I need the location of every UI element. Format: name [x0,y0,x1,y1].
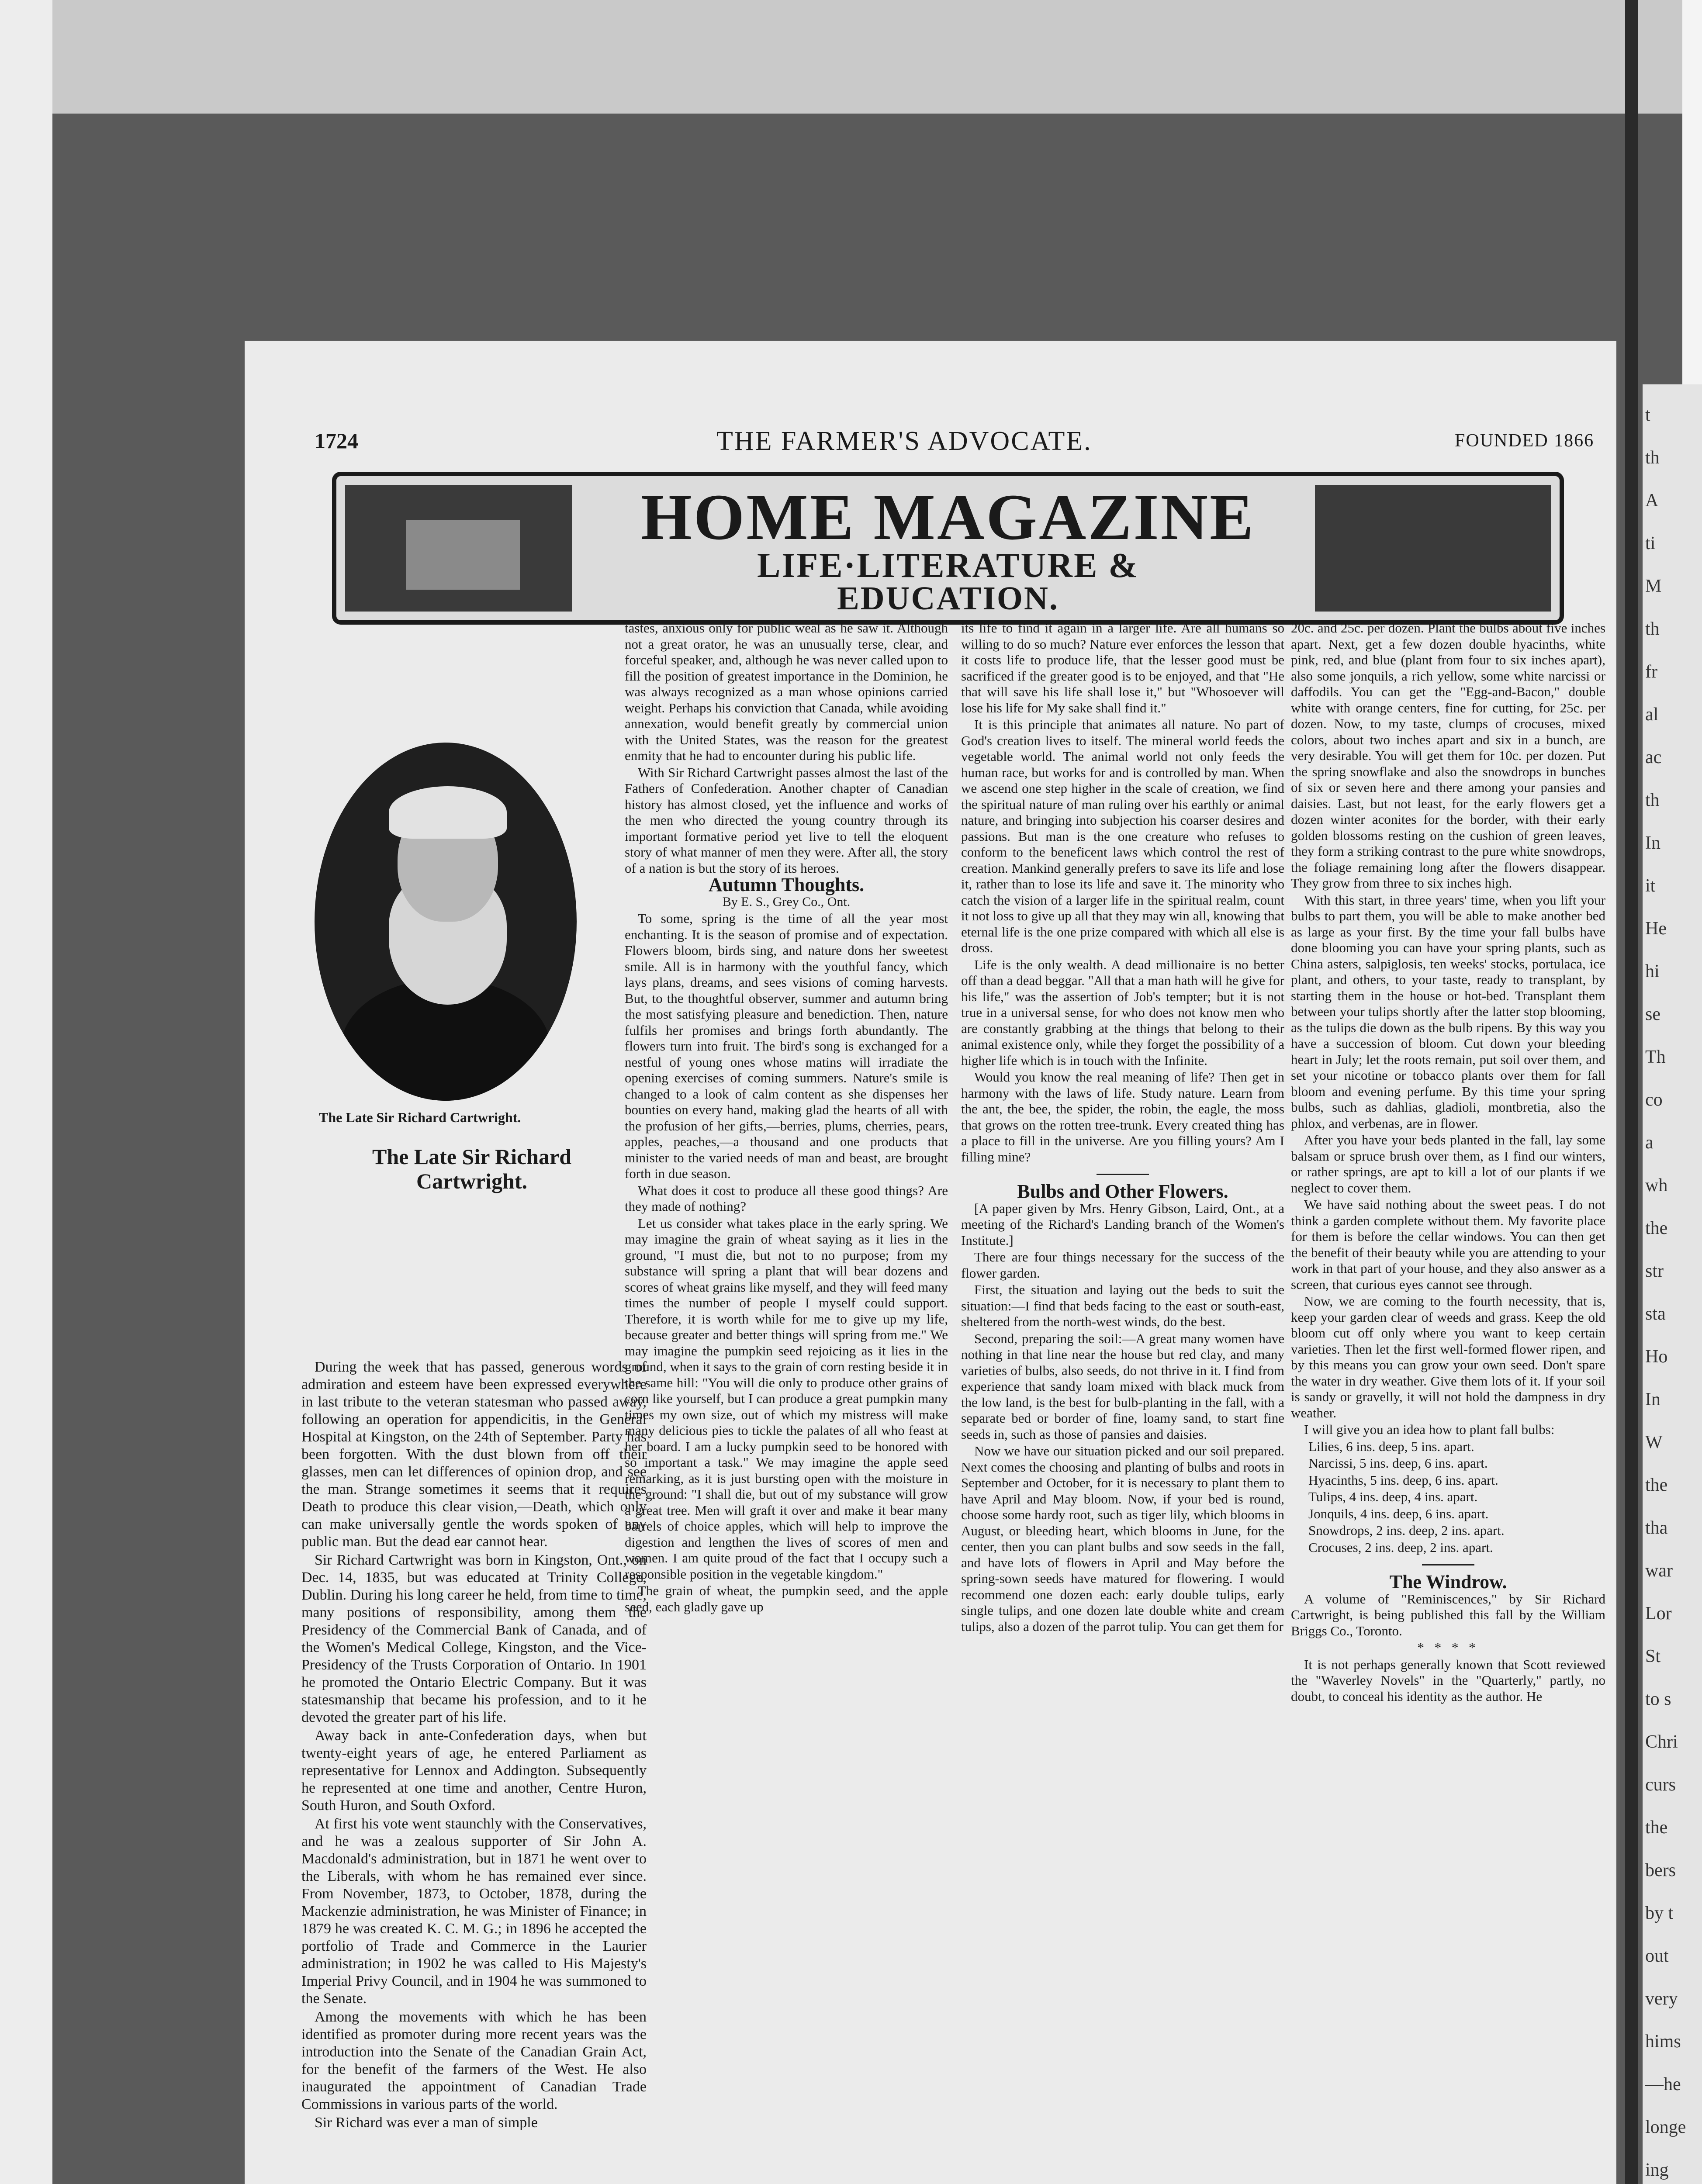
adjacent-page-text: the [1645,1218,1668,1238]
adjacent-page-text: curs [1645,1775,1676,1795]
adjacent-page-text: In [1645,1389,1660,1410]
adjacent-page-text: longe [1645,2117,1686,2137]
adjacent-page-text: out [1645,1946,1669,1966]
paragraph: At first his vote went staunchly with the Conservatives, and he was a zealous supporter of Sir John A. Macdonald's administration, but in 1871 he went over to the Liberals, with whom he has remained ever since. From November, 1873, to October, 1878, during the Mackenzie administration, he was Minister of Finance; in 1879 he was created K. C. M. G.; in 1896 he accepted the portfolio of Trade and Commerce in the Laurier administration; in 1902 he was called to His Majesty's Imperial Privy Council, and in 1904 he was summoned to the Senate. [301,1816,647,2007]
bulb-list-item: Crocuses, 2 ins. deep, 2 ins. apart. [1308,1539,1493,1555]
paragraph: There are four things necessary for the success of the flower garden. [961,1249,1284,1281]
page-number: 1724 [315,429,358,453]
adjacent-page-text: He [1645,919,1667,939]
adjacent-page-text: ti [1645,533,1656,553]
bulb-list-item: Snowdrops, 2 ins. deep, 2 ins. apart. [1308,1523,1505,1538]
adjacent-page-text: to s [1645,1689,1671,1709]
paragraph: It is not perhaps generally known that Scott reviewed the "Waverley Novels" in the "Quarterly," partly, no doubt, to conceal his identity as the author. He [1291,1656,1605,1704]
column-3 [961,620,1284,2184]
paragraph: It is this principle that animates all nature. No part of God's creation lives to itself. The mineral world feeds the vegetable world. The animal world not only feeds the human race, but works for and is controlled by man. When we ascend one step higher in the scale of creation, we find the spiritual nature of man ruling over his earthly or animal nature, and bringing into subjection his coarser desires and passions. But man is the one creature who refuses to conform to the beneficent laws which control the rest of creation. Mankind generally prefers to save its life and lose it, rather than to lose its life and save it. The minority who catch the vision of a larger life in the spiritual realm, count it not loss to give up all that they may win all, knowing that eternal life is the one prize compared with which all else is dross. [961,717,1284,955]
paragraph: What does it cost to produce all these good things? Are they made of nothing? [625,1182,948,1214]
adjacent-page-text: th [1645,619,1660,639]
adjacent-page-text: the [1645,1475,1668,1495]
farmhouse-illustration [345,485,572,612]
paragraph: Now, we are coming to the fourth necessity, that is, keep your garden clear of weeds and grass. Keep the old bloom cut off only where you want to keep certain varieties. Then let the first well-formed flower ripen, and by this means you can grow your own seed. Don't spare the water in dry weather. Give them lots of it. If your soil is sandy or gravelly, it will not hold the dampness in dry weather. [1291,1293,1605,1420]
home-magazine-banner [332,472,1564,625]
column-1 [301,1358,647,2184]
section-stars: * * * * [1417,1640,1479,1655]
paragraph: Now we have our situation picked and our soil prepared. Next comes the choosing and planting of bulbs and roots in September and October, for it is necessary to plant them to have April and May bloom. Now, if your bed is round, choose some hardy root, such as tiger lily, which blooms in August, or bleeding heart, which blooms in June, for the center, then you can plant bulbs and sow seeds in the fall, and have lots of flowers in April and May before the spring-sown seeds have matured for flowering. I would recommend one dozen each: early double tulips, early single tulips, and one dozen late double white and cream tulips, also a dozen of the parrot tulip. You can get them for [961,1443,1284,1634]
article-heading-windrow: The Windrow. [1389,1571,1507,1593]
adjacent-page-text: hi [1645,961,1660,981]
adjacent-page-text: se [1645,1004,1660,1024]
paragraph: During the week that has passed, generous words of admiration and esteem have been expressed everywhere in last tribute to the veteran statesman who passed away, following an operation for appendicitis, in the General Hospital at Kingston, on the 24th of September. Party has been forgotten. With the dust blown from off their glasses, men can let differences of opinion drop, and see the man. Strange sometimes it seems that it requires Death to produce this clear vision,—Death, which only can make universally gentle the words spoken of any public man. But the dead ear cannot hear. [301,1359,647,1550]
article-heading-bulbs: Bulbs and Other Flowers. [1017,1181,1228,1202]
adjacent-page-text: hims [1645,2032,1681,2052]
page-gutter [1625,0,1638,2184]
paragraph: Second, preparing the soil:—A great many women have nothing in that line near the house but red clay, and many varieties of bulbs, also seeds, do not thrive in it. I find from experience that sandy loam mixed with black muck from the low land, is the best for bulb-planting in the fall, with a separate bed or border of fine, loamy sand, to start fine seeds in, such as those of pansies and daisies. [961,1330,1284,1442]
paragraph: To some, spring is the time of all the year most enchanting. It is the season of promise and of expectation. Flowers bloom, birds sing, and nature dons her sweetest smile. All is in harmony with the youthful fancy, which lays plans, dreams, and sees visions of coming harvests. But, to the thoughtful observer, summer and autumn bring the most satisfying pleasure and benediction. Then, nature fulfils her promises and brings forth abundantly. The flowers turn into fruit. The bird's song is exchanged for a nestful of young ones whose matins will irradiate the opening exercises of coming summers. Nature's smile is changed to a look of calm content as she dispenses her bounties on every hand, making glad the hearts of all with the profusion of her gifts,—berries, plums, cherries, pears, apples, peaches,—a thousand and one products that minister to the varied needs of man and beast, are brought forth in due season. [625,911,948,1181]
column-2 [625,620,948,2184]
scan-edge-left [0,0,52,2184]
adjacent-page-text: co [1645,1090,1663,1110]
adjacent-page-text: bers [1645,1860,1676,1880]
adjacent-page-text: a [1645,1133,1654,1153]
adjacent-page-text: —he [1645,2074,1681,2094]
section-divider [1422,1564,1474,1565]
bulb-list-item: Tulips, 4 ins. deep, 4 ins. apart. [1308,1489,1478,1504]
paragraph: Sir Richard was ever a man of simple [315,2115,538,2131]
adjacent-page-text: very [1645,1989,1678,2009]
adjacent-page-text: Lor [1645,1603,1672,1624]
founded-label: FOUNDED 1866 [1455,431,1595,451]
scan-background-top [0,0,1702,114]
adjacent-page-text: W [1645,1432,1663,1452]
adjacent-page-text: In [1645,833,1660,853]
adjacent-page-text: A [1645,491,1659,511]
bulb-list-item: Hyacinths, 5 ins. deep, 6 ins. apart. [1308,1472,1498,1488]
adjacent-page-text: fr [1645,662,1657,682]
paragraph: Among the movements with which he has been identified as promoter during more recent years was the introduction into the Senate of the Canadian Grain Act, for the benefit of the farmers of the West. He also inaugurated the appointment of Canadian Trade Commissions in various parts of the world. [301,2009,647,2112]
bulb-list-item: Narcissi, 5 ins. deep, 6 ins. apart. [1308,1455,1488,1471]
paragraph: With this start, in three years' time, when you lift your bulbs to part them, you will be able to make another bed as large as your first. By the time your fall bulbs have done blooming you can have your spring plants, such as China asters, salpiglosis, ten weeks' stocks, portulaca, ice plant, and others, to your taste, ready to transplant, by starting them in the house or hot-bed. Transplant them between your tulips shortly after the latter stop blooming, as the tulips die down as the bulb ripens. By this way you have a succession of bloom. Cut down your bleeding heart in July; let the roots remain, put soil over them, and set your nicotine or tobacco plants over them for fall bloom and evening perfume. By this time your spring bulbs, such as dahlias, gladioli, montbretia, also the phlox, and verbenas, are in flower. [1291,892,1605,1131]
portrait-photo [315,743,577,1101]
paragraph: [A paper given by Mrs. Henry Gibson, Laird, Ont., at a meeting of the Richard's Landing branch of the Women's Institute.] [961,1200,1284,1248]
adjacent-page-text: Th [1645,1047,1666,1067]
adjacent-page-text: sta [1645,1304,1666,1324]
paragraph: We have said nothing about the sweet peas. I do not think a garden complete without them. My favorite place for them is before the cellar windows. You can then get the benefit of their beauty while you are attending to your work in that part of your house, and they also answer as a screen, that curious eyes cannot see through. [1291,1197,1605,1292]
portrait-caption: The Late Sir Richard Cartwright. [319,1109,521,1125]
paragraph: First, the situation and laying out the beds to suit the situation:—I find that beds facing to the east or south-east, sheltered from the north-west winds, do the best. [961,1282,1284,1329]
journal-title: THE FARMER'S ADVOCATE. [716,426,1092,456]
adjacent-page-text: th [1645,448,1660,468]
paragraph: I will give you an idea how to plant fall bulbs: [1304,1422,1555,1437]
adjacent-page-text: Chri [1645,1732,1678,1752]
paragraph: Away back in ante-Confederation days, when but twenty-eight years of age, he entered Parliament as representative for Lennox and Addington. Subsequently he represented at one time and another, Centre Huron, South Huron, and South Oxford. [301,1728,647,1814]
paragraph: Would you know the real meaning of life? Then get in harmony with the laws of life. Study nature. Learn from the ant, the bee, the spider, the robin, the eagle, the moss that grows on the rotten tree-trunk. Every created thing has a place to fill in the universe. Are you filling yours? Am I filling mine? [961,1069,1284,1165]
paragraph: The grain of wheat, the pumpkin seed, and the apple seed, each gladly gave up [625,1583,948,1614]
adjacent-page-text: by t [1645,1903,1674,1923]
paragraph: its life to find it again in a larger life. Are all humans so willing to do so much? Nature ever enforces the lesson that it costs life to produce life, that the lesser good must be sacrificed if the greater good is to be enjoyed, and that "He that will save his life shall lose it," but "Whosoever will lose his life for My sake shall find it." [961,620,1284,715]
newspaper-page [245,341,1616,2184]
section-divider [1097,1174,1149,1175]
adjacent-page-text: St [1645,1646,1661,1666]
adjacent-page-text: Ho [1645,1347,1668,1367]
adjacent-page-text: the [1645,1818,1668,1838]
paragraph: Sir Richard Cartwright was born in Kingston, Ont., on Dec. 14, 1835, but was educated at Trinity College, Dublin. During his long career he held, from time to time, many positions of responsibility, among them the Presidency of the Commercial Bank of Canada, and of the Women's Medical College, Kingston, and the Vice-Presidency of the Trusts Corporation of Ontario. In 1901 he promoted the Ontario Electric Company. But it was statesmanship that became his profession, and to it he devoted the greater part of his life. [301,1552,647,1725]
adjacent-page-text: ing [1645,2160,1669,2180]
paragraph: After you have your beds planted in the fall, lay some balsam or spruce brush over them, as I find our winters, or rather springs, are apt to kill a lot of our plants if we neglect to cover them. [1291,1132,1605,1196]
adjacent-page-text: al [1645,705,1659,725]
paragraph: Let us consider what takes place in the early spring. We may imagine the grain of wheat saying as it lies in the ground, "I must die, but not to no purpose; from my substance will spring a plant that will bear dozens and scores of wheat grains like myself, and they will feed many times the number of people I myself could support. Therefore, it is worth while for me to give up my life, because greater and better things will spring from me." We may imagine the pumpkin seed rejoicing as it lies in the ground, when it says to the grain of corn resting beside it in the same hill: "You will die only to produce other grains of corn like yourself, but I can produce a great pumpkin many times my own size, out of which my mistress will make many delicious pies to tickle the palates of all who feast at her board. I am a lucky pumpkin seed to be honored with so important a task." We may imagine the apple seed remarking, as it is just bursting open with the moisture in the ground: "I shall die, but out of my substance will grow a great tree. Men will graft it over and make it bear many barrels of choice apples, which will help to improve the digestion and lengthen the lives of scores of men and women. I am quite proud of the fact that I occupy such a responsible position in the vegetable kingdom." [625,1215,948,1582]
adjacent-page-text: war [1645,1561,1673,1581]
article-heading-autumn: Autumn Thoughts. [708,874,865,895]
paragraph: tastes, anxious only for public weal as he saw it. Although not a great orator, he was an unusually terse, clear, and forceful speaker, and, although he was never called upon to fill the position of greatest importance in the Dominion, he was always recognized as a man whose opinions carried weight. Perhaps his conviction that Canada, while avoiding annexation, would benefit greatly by commercial union with the United States, was the reason for the greatest enmity that he had to encounter during his public life. [625,620,948,763]
paragraph: Life is the only wealth. A dead millionaire is no better off than a dead beggar. "All that a man hath will he give for his life," was the assertion of Job's tempter; but it is not true in a universal sense, for who does not know men who are constantly grabbing at the things that belong to their animal existence only, while they forget the possibility of a higher life which is in touch with the Infinite. [961,957,1284,1068]
banner-subtitle-2: EDUCATION. [837,580,1059,617]
adjacent-page-text: str [1645,1261,1664,1281]
paragraph: With Sir Richard Cartwright passes almost the last of the Fathers of Confederation. Another chapter of Canadian history has almost closed, yet the influence and works of the men who directed the young country through its important formative period yet live to tell the eloquent story of what manner of men they were. After all, the story of a nation is but the story of its heroes. [625,764,948,876]
bulb-list-item: Jonquils, 4 ins. deep, 6 ins. apart. [1308,1506,1489,1521]
adjacent-page-fragment [1643,384,1702,2184]
paragraph: A volume of "Reminiscences," by Sir Richard Cartwright, is being published this fall by the William Briggs Co., Toronto. [1291,1591,1605,1638]
adjacent-page-text: ac [1645,747,1662,767]
hearth-illustration [1315,485,1551,612]
column-4 [1291,620,1605,2184]
byline: By E. S., Grey Co., Ont. [722,894,851,909]
adjacent-page-text: wh [1645,1175,1668,1196]
adjacent-page-text: it [1645,876,1656,896]
bulb-list-item: Lilies, 6 ins. deep, 5 ins. apart. [1308,1438,1474,1454]
banner-subtitle: LIFE·LITERATURE & [757,546,1139,585]
adjacent-page-text: M [1645,576,1662,596]
paragraph: 20c. and 25c. per dozen. Plant the bulbs about five inches apart. Next, get a few dozen double hyacinths, white pink, red, and blue (plant from four to six inches apart), also some jonquils, a rich yellow, some white narcissi or daffodils. You can get the "Egg-and-Bacon," double white with orange centers, fine for cutting, for 25c. per dozen. Now, to my taste, clumps of crocuses, mixed colors, about two inches apart and six in a bunch, are very desirable. You will get them for 10c. per dozen. Put the spring snowflake and also the snowdrops in bunches of six or seven here and there among your pansies and daisies. Last, but not least, for the early flowers get a dozen winter aconites for the border, with their early golden blossoms resting on the cushion of green leaves, they form a striking contrast to the pure white snowdrops, the foliage remaining long after the flowers disappear. They grow from three to six inches high. [1291,620,1605,891]
adjacent-page-text: th [1645,790,1660,810]
adjacent-page-text: tha [1645,1518,1668,1538]
adjacent-page-text: t [1645,405,1650,425]
article-heading-cartwright: The Late Sir Richard Cartwright. [372,1144,572,1193]
banner-title: HOME MAGAZINE [640,481,1256,553]
